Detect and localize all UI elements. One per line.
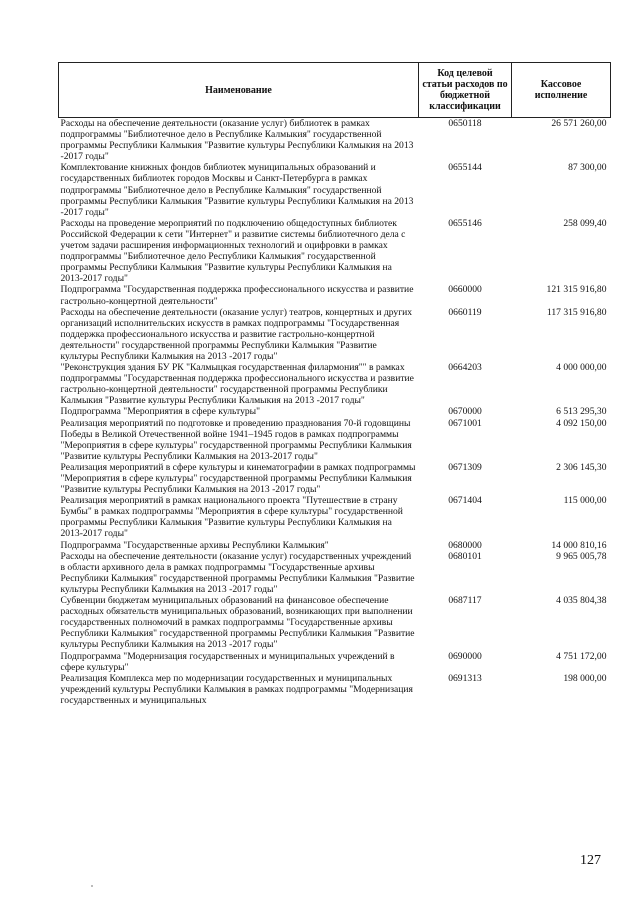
row-amount: 115 000,00 <box>563 495 607 507</box>
row-code: 0671001 <box>448 417 482 429</box>
header-name: Наименование <box>59 63 419 118</box>
row-name: Субвенции бюджетам муниципальных образований на финансовое обеспечение расходных обязательств муниципальных образований, возникающих при выполнении государственных полномочий в рамках подпрограммы "Государственные архивы Республики Калмыкия" государственной программы Республики Калмыкия "Развитие культуры Республики Калмыкия на 2013 -2017 годы" <box>60 595 415 651</box>
row-code: 0664203 <box>448 362 482 374</box>
table-row <box>59 362 611 406</box>
table-row <box>59 540 611 551</box>
row-amount: 6 513 295,30 <box>556 406 607 418</box>
row-code: 0670000 <box>448 406 482 418</box>
row-name: "Реконструкция здания БУ РК "Калмыцкая государственная филармония"" в рамках подпрограммы "Государственная поддержка профессионального искусства и развитие гастрольно-концертной деятельности" государственной программы Республики Калмыкия "Развитие культуры Республики Калмыкия на 2013 -2017 годы" <box>60 362 414 407</box>
table-row <box>59 418 611 462</box>
row-amount: 258 099,40 <box>563 217 607 229</box>
table-row <box>59 462 611 495</box>
row-amount: 14 000 810,16 <box>551 539 607 551</box>
row-amount: 2 306 145,30 <box>556 461 607 473</box>
row-amount: 198 000,00 <box>563 672 607 684</box>
row-code: 0660000 <box>448 284 482 296</box>
row-amount: 4 092 150,00 <box>556 417 607 429</box>
row-code: 0660119 <box>448 306 482 318</box>
row-name: Подпрограмма "Государственные архивы Республики Калмыкия" <box>60 539 329 551</box>
row-amount: 117 315 916,80 <box>546 306 607 318</box>
table-row <box>59 218 611 285</box>
table-row <box>59 284 611 306</box>
row-code: 0690000 <box>448 650 482 662</box>
row-name: Расходы на обеспечение деятельности (оказание услуг) государственных учреждений в области архивного дела в рамках подпрограммы "Государственные архивы Республики Калмыкия" государственной программы Республики Калмыкия "Развитие культуры Республики Калмыкия на 2013 -2017 годы" <box>60 550 415 595</box>
row-code: 0655146 <box>448 217 482 229</box>
row-code: 0680000 <box>448 539 482 551</box>
header-code: Код целевой статьи расходов по бюджетной классификации <box>419 63 512 118</box>
row-name: Реализация Комплекса мер по модернизации государственных и муниципальных учреждений культуры Республики Калмыкия в рамках подпрограммы "Модернизация государственных и муниципальных <box>60 672 413 706</box>
table-header-row <box>59 63 611 118</box>
row-amount: 4 000 000,00 <box>556 362 607 374</box>
row-code: 0691313 <box>448 672 482 684</box>
row-code: 0680101 <box>448 550 482 562</box>
budget-execution-table <box>58 62 611 706</box>
row-code: 0655144 <box>448 162 482 174</box>
header-amount: Кассовое исполнение <box>512 63 611 118</box>
row-amount: 4 035 804,38 <box>556 595 607 607</box>
row-code: 0650118 <box>448 118 482 129</box>
row-name: Реализация мероприятий в рамках национального проекта "Путешествие в страну Бумбы" в рамках подпрограммы "Мероприятия в сфере культуры" государственной программы Республики Калмыкия "Развитие культуры Республики Калмыкия на 2013-2017 годы" <box>60 495 403 540</box>
row-name: Реализация мероприятий в сфере культуры и кинематографии в рамках подпрограммы "Мероприятия в сфере культуры" государственной программы Республики Калмыкия "Развитие культуры Республики Калмыкия на 2013 -2017 годы" <box>60 461 416 496</box>
table-row <box>59 673 611 706</box>
row-name: Подпрограмма "Модернизация государственных и муниципальных учреждений в сфере культуры" <box>60 650 395 673</box>
row-name: Расходы на обеспечение деятельности (оказание услуг) театров, концертных и других организаций исполнительских искусств в рамках подпрограммы "Государственная поддержка профессионального искусства и развитие гастрольно-концертной деятельности" государственной программы Республики Калмыкия "Развитие культуры Республики Калмыкия на 2013 -2017 годы" <box>60 306 413 362</box>
row-name: Подпрограмма "Государственная поддержка профессионального искусства и развитие гастрольно-концертной деятельности" <box>60 284 414 307</box>
table-row <box>59 118 611 163</box>
row-code: 0687117 <box>448 595 482 607</box>
table-row <box>59 595 611 650</box>
row-amount: 121 315 916,80 <box>546 284 607 296</box>
row-amount: 87 300,00 <box>568 162 607 174</box>
row-code: 0671309 <box>448 461 482 473</box>
row-name: Подпрограмма "Мероприятия в сфере культуры" <box>60 406 261 418</box>
row-name: Реализация мероприятий по подготовке и проведению празднования 70-й годовщины Победы в Великой Отечественной войне 1941–1945 годов в рамках подпрограммы "Мероприятия в сфере культуры" государственной программы Республики Калмыкия "Развитие культуры Республики Калмыкия на 2013-2017 годы" <box>60 417 412 462</box>
table-row <box>59 162 611 217</box>
row-name: Расходы на обеспечение деятельности (оказание услуг) библиотек в рамках подпрограммы "Библиотечное дело в Республике Калмыкия" государственной программы Республики Калмыкия "Развитие культуры Республики Калмыкия на 2013 -2017 годы" <box>60 118 414 163</box>
table-row <box>59 307 611 362</box>
table-row <box>59 495 611 539</box>
table-row <box>59 406 611 417</box>
table-row <box>59 651 611 673</box>
row-amount: 9 965 005,78 <box>556 550 607 562</box>
scan-speck <box>91 885 93 887</box>
table-row <box>59 551 611 595</box>
row-name: Расходы на проведение мероприятий по подключению общедоступных библиотек Российской Федерации к сети "Интернет" и развитие системы библиотечного дела с учетом задачи расширения информационных технологий и оцифровки в рамках подпрограммы "Библиотечное дело Республики Калмыкия" государственной программы Республики Калмыкия "Развитие культуры Республики Калмыкия на 2013-2017 годы" <box>60 217 406 285</box>
row-amount: 26 571 260,00 <box>551 118 607 129</box>
row-code: 0671404 <box>448 495 482 507</box>
row-name: Комплектование книжных фондов библиотек муниципальных образований и государственных библиотек городов Москвы и Санкт-Петербурга в рамках подпрограммы "Библиотечное дело в Республике Калмыкия" государственной программы Республики Калмыкия "Развитие культуры Республики Калмыкия на 2013 -2017 годы" <box>60 162 414 218</box>
row-amount: 4 751 172,00 <box>556 650 607 662</box>
page-number: 127 <box>580 853 601 868</box>
